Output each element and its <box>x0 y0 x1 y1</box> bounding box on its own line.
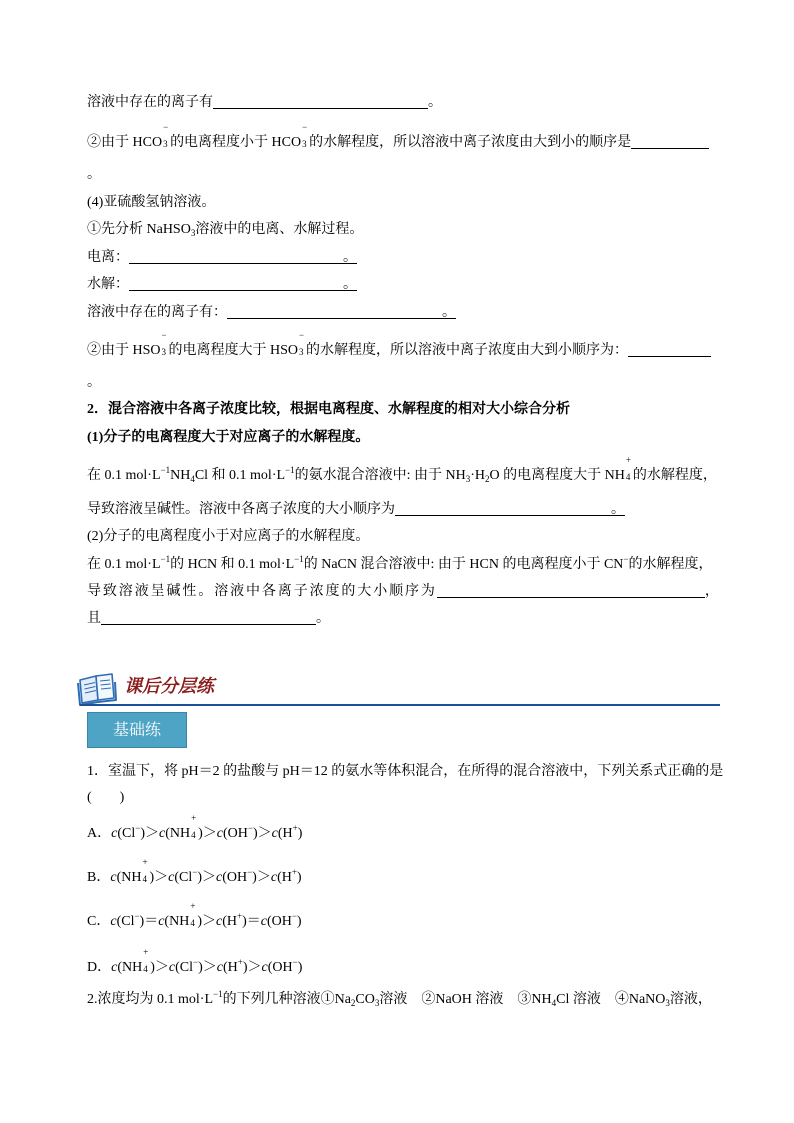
answer-blank <box>628 342 711 357</box>
case2-para-line1 <box>87 556 712 574</box>
ion-charge: + <box>143 947 149 957</box>
period: 。 <box>316 611 330 626</box>
section-heading: 2．混合溶液中各离子浓度比较，根据电离程度、水解程度的相对大小综合分析 <box>87 402 570 417</box>
section-heading: (4)亚硫酸氢钠溶液。 <box>87 195 216 210</box>
option-label: B． <box>87 870 111 885</box>
conc-symbol: c <box>158 826 166 841</box>
para-text: 的氨水混合溶液中: 由于 NH <box>294 468 466 483</box>
option-b <box>87 857 302 885</box>
operator: )＞ <box>150 960 169 975</box>
species: (Cl <box>174 870 193 885</box>
species: (NH <box>117 960 143 975</box>
species: (OH <box>222 826 248 841</box>
ion-scripts <box>161 330 169 357</box>
para-text: Cl 和 0.1 mol·L <box>194 468 286 483</box>
para-text: 导致溶液呈碱性。溶液中各离子浓度的大小顺序为 <box>87 584 437 599</box>
para-text: 的 NaCN 混合溶液中: 由于 HCN 的电离程度小于 CN <box>303 557 624 572</box>
para-text: 的水解程度， <box>628 557 713 572</box>
answer-bracket: ( ) <box>87 790 125 805</box>
charge: + <box>237 957 243 967</box>
question-text: Cl 溶液 ④NaNO <box>556 992 666 1007</box>
order-text: 的电离程度小于 HCO <box>170 135 302 150</box>
species: (H <box>277 870 292 885</box>
ion-subscript: 3 <box>163 139 168 149</box>
period: 。 <box>442 305 456 320</box>
ion-charge: − <box>299 330 305 340</box>
ion-subscript: 3 <box>299 347 304 357</box>
ion-charge: − <box>161 330 167 340</box>
question-text: 2.浓度均为 0.1 mol·L <box>87 992 213 1007</box>
period: 。 <box>87 167 101 182</box>
mixed-heading <box>87 401 570 419</box>
banner-rule <box>80 704 720 706</box>
subscript: 3 <box>665 998 670 1008</box>
case1-heading <box>87 429 369 447</box>
answer-blank <box>213 94 428 109</box>
ion-charge: + <box>190 901 196 911</box>
species: (OH <box>222 870 248 885</box>
species: (OH <box>267 960 293 975</box>
ions-prompt: 溶液中存在的离子有： <box>87 305 227 320</box>
charge: − <box>193 957 199 967</box>
ion-scripts <box>162 122 170 149</box>
nahso3-analysis-line <box>87 221 363 239</box>
superscript: − <box>623 554 629 564</box>
order-text: 的电离程度大于 HSO <box>168 343 299 358</box>
superscript: −1 <box>294 554 304 564</box>
ionization-label: 电离： <box>87 250 129 265</box>
ion-scripts <box>141 857 149 884</box>
hydrolysis-label: 水解： <box>87 277 129 292</box>
charge: − <box>135 823 141 833</box>
ion-subscript: 4 <box>625 472 631 482</box>
case2-para-line2 <box>87 583 719 601</box>
conc-symbol: c <box>270 870 278 885</box>
para-text: ·H <box>470 468 486 483</box>
species: (NH <box>116 870 142 885</box>
period: 。 <box>428 95 442 110</box>
order-text: ②由于 HCO <box>87 135 163 150</box>
operator: )＞ <box>197 870 216 885</box>
operator: )＞ <box>252 870 271 885</box>
q2-stem <box>87 991 712 1009</box>
hco3-order-line <box>87 122 709 150</box>
conc-symbol: c <box>271 826 278 841</box>
charge: − <box>247 823 253 833</box>
nahso3-heading <box>87 194 215 212</box>
species: (OH <box>266 914 292 929</box>
para-text: 且 <box>87 611 101 626</box>
para-text: 导致溶液呈碱性。溶液中各离子浓度的大小顺序为 <box>87 502 395 517</box>
case1-para-line1 <box>87 455 717 484</box>
subscript: 4 <box>551 998 557 1008</box>
ion-charge: − <box>163 122 169 132</box>
species: (NH <box>164 914 190 929</box>
period: 。 <box>343 277 357 292</box>
subscript: 4 <box>190 474 195 484</box>
conc-symbol: c <box>216 826 223 841</box>
ion-subscript: 3 <box>302 139 307 149</box>
superscript: −1 <box>160 554 171 564</box>
ion-subscript: 4 <box>143 964 148 974</box>
ion-scripts <box>301 122 309 149</box>
para-text: 在 0.1 mol·L <box>87 557 161 572</box>
question-text: 溶液 ②NaOH 溶液 ③NH <box>379 992 552 1007</box>
operator: )＞ <box>140 826 159 841</box>
species: (Cl <box>175 960 194 975</box>
answer-blank <box>101 610 316 625</box>
hydrolysis-line <box>87 276 357 294</box>
conc-symbol: c <box>216 960 223 975</box>
hso3-order-line <box>87 330 711 358</box>
superscript: −1 <box>213 989 223 999</box>
ions-prompt: 溶液中存在的离子有 <box>87 95 213 110</box>
question-text: 1．室温下，将 pH＝2 的盐酸与 pH＝12 的氨水等体积混合，在所得的混合溶液中，下列关系式正确的是 <box>87 764 724 779</box>
species: (NH <box>165 826 191 841</box>
operator: ) <box>297 826 303 841</box>
ion-subscript: 3 <box>161 347 167 357</box>
option-a <box>87 813 303 841</box>
ion-charge: + <box>625 455 631 465</box>
charge: + <box>291 867 297 877</box>
operator: )＞ <box>242 960 262 975</box>
answer-blank <box>129 249 357 264</box>
option-label: D． <box>87 960 112 975</box>
order-text: ②由于 HSO <box>87 343 161 358</box>
q1-stem <box>87 763 723 781</box>
species: (Cl <box>116 914 135 929</box>
order-text: 的水解程度，所以溶液中离子浓度由大到小顺序为： <box>306 343 629 358</box>
operator: )＞ <box>198 960 217 975</box>
question-text: CO <box>355 992 375 1007</box>
hco3-order-end <box>87 166 101 184</box>
conc-symbol: c <box>260 914 267 929</box>
charge: − <box>192 867 198 877</box>
option-c <box>87 901 302 929</box>
case-heading: (2)分子的电离程度小于对应离子的水解程度。 <box>87 529 370 544</box>
period: 。 <box>87 375 101 390</box>
ion-charge: + <box>142 857 148 867</box>
hco3-ions-line <box>87 94 442 112</box>
conc-symbol: c <box>168 960 176 975</box>
subscript: 2 <box>485 474 490 484</box>
para-text: 的水解程度， <box>632 468 717 483</box>
case2-heading <box>87 528 369 546</box>
operator: ) <box>296 914 302 929</box>
hso3-order-end <box>87 374 101 392</box>
superscript: −1 <box>285 465 295 475</box>
answer-blank <box>227 304 456 319</box>
ion-scripts <box>190 813 198 840</box>
charge: − <box>291 911 297 921</box>
conc-symbol: c <box>110 914 117 929</box>
question-text: 溶液， <box>669 992 712 1007</box>
species: (H <box>222 914 237 929</box>
subscript: 3 <box>465 474 471 484</box>
subscript: 2 <box>350 998 356 1008</box>
period: 。 <box>611 502 625 517</box>
conc-symbol: c <box>111 960 118 975</box>
period: 。 <box>343 250 357 265</box>
operator: )＞ <box>197 914 216 929</box>
q1-answer-bracket <box>87 789 124 807</box>
case1-para-line2 <box>87 501 625 519</box>
case-heading: (1)分子的电离程度大于对应离子的水解程度。 <box>87 430 370 445</box>
level-tab: 基础练 <box>87 712 187 748</box>
answer-blank <box>437 583 705 598</box>
conc-symbol: c <box>168 870 175 885</box>
option-label: C． <box>87 914 111 929</box>
option-label: A． <box>87 826 112 841</box>
question-text: 的下列几种溶液①Na <box>222 992 351 1007</box>
conc-symbol: c <box>215 870 223 885</box>
subscript: 3 <box>190 228 196 238</box>
case2-para-line3 <box>87 610 330 628</box>
ion-charge: − <box>302 122 308 132</box>
operator: )＝ <box>242 914 261 929</box>
conc-symbol: c <box>261 960 268 975</box>
ion-scripts <box>625 455 633 482</box>
operator: ) <box>297 960 303 975</box>
charge: + <box>292 823 298 833</box>
ion-scripts <box>142 947 150 974</box>
para-text: 的 HCN 和 0.1 mol·L <box>170 557 295 572</box>
charge: + <box>236 911 243 921</box>
para-text: 在 0.1 mol·L <box>87 468 161 483</box>
para-text: O 的电离程度大于 NH <box>489 468 625 483</box>
charge: − <box>292 957 298 967</box>
conc-symbol: c <box>158 914 165 929</box>
species: (Cl <box>117 826 136 841</box>
ion-scripts <box>298 330 306 357</box>
operator: )＞ <box>252 826 272 841</box>
conc-symbol: c <box>110 870 117 885</box>
operator: ) <box>296 870 302 885</box>
nahso3-ions-line <box>87 304 456 322</box>
book-icon <box>76 670 118 706</box>
conc-symbol: c <box>215 914 223 929</box>
analysis-text: ①先分析 NaHSO <box>87 222 191 237</box>
answer-blank <box>395 501 625 516</box>
ion-scripts <box>189 901 197 928</box>
para-text: NH <box>170 468 191 483</box>
ion-subscript: 4 <box>142 874 147 884</box>
analysis-text: 溶液中的电离、水解过程。 <box>195 222 364 237</box>
ion-subscript: 4 <box>190 918 195 928</box>
species: (H <box>277 826 293 841</box>
ion-charge: + <box>191 813 197 823</box>
species: (H <box>222 960 238 975</box>
answer-blank <box>631 134 709 149</box>
superscript: −1 <box>160 465 171 475</box>
operator: )＝ <box>139 914 159 929</box>
charge: − <box>134 911 140 921</box>
option-d <box>87 947 303 975</box>
charge: − <box>247 867 253 877</box>
conc-symbol: c <box>111 826 118 841</box>
subscript: 3 <box>374 998 380 1008</box>
operator: )＞ <box>198 826 217 841</box>
comma: ， <box>704 584 719 599</box>
operator: )＞ <box>149 870 169 885</box>
ion-subscript: 4 <box>191 830 196 840</box>
ionization-line <box>87 249 357 267</box>
answer-blank <box>129 276 357 291</box>
banner-title: 课后分层练 <box>124 676 214 697</box>
order-text: 的水解程度，所以溶液中离子浓度由大到小的顺序是 <box>309 135 632 150</box>
